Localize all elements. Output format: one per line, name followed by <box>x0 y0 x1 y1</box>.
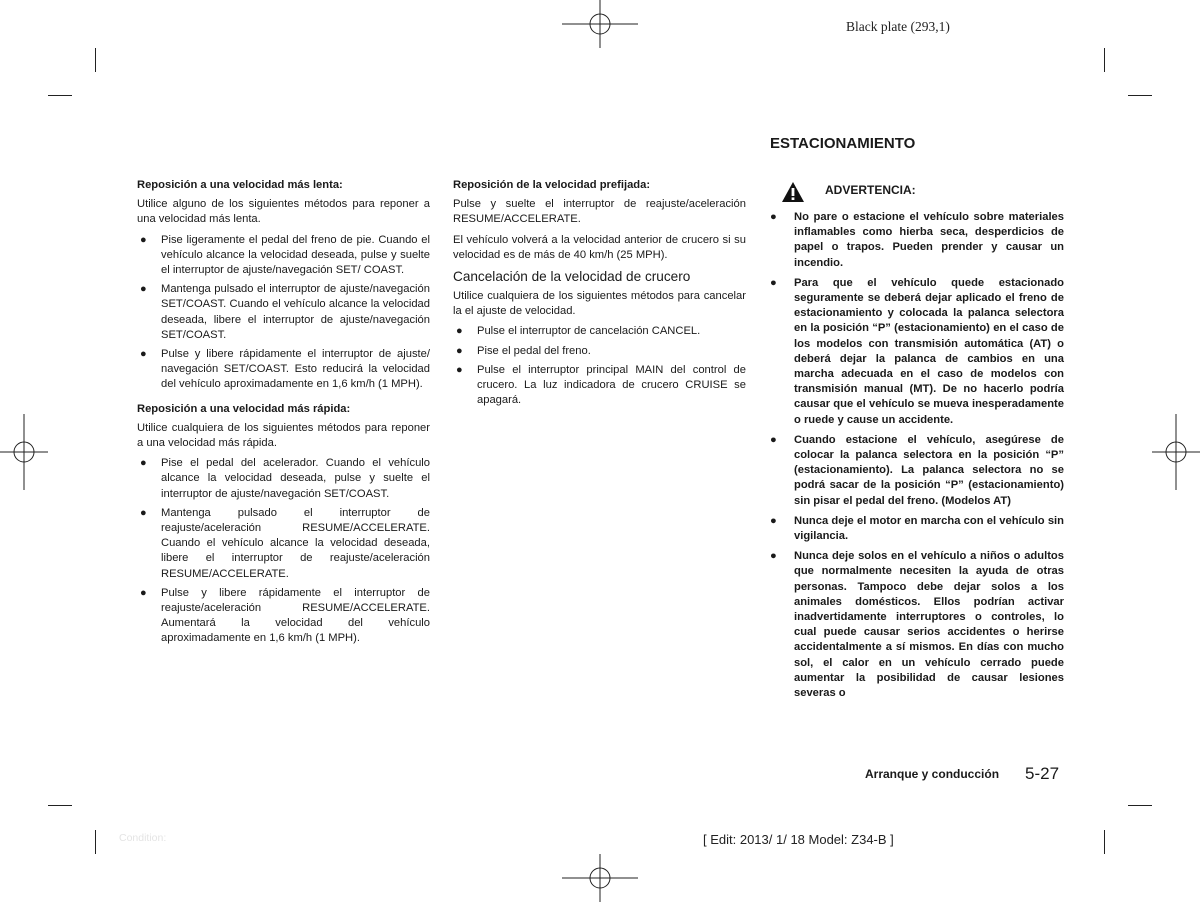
registration-mark-right <box>1152 414 1200 490</box>
bullet-icon: ● <box>140 233 147 246</box>
bullet-icon: ● <box>770 514 777 527</box>
subheading-faster: Reposición a una velocidad más rápida: <box>137 402 351 415</box>
subheading-slower: Reposición a una velocidad más lenta: <box>137 179 343 191</box>
bullet-list <box>453 324 746 408</box>
bullet-icon: ● <box>140 457 147 470</box>
crop-mark <box>1128 805 1152 806</box>
column-2 <box>453 178 746 413</box>
bullet-icon: ● <box>140 506 147 519</box>
list-item: ● Nunca deje el motor en marcha con el vehículo sin vigilancia. <box>770 514 1064 543</box>
column-1 <box>137 178 430 652</box>
list-item: ● Pulse el interruptor de cancelación CANCEL. <box>453 324 746 339</box>
bullet-list <box>137 233 430 393</box>
crop-mark <box>1104 830 1105 854</box>
list-item: ● Pulse el interruptor principal MAIN del control de crucero. La luz indicadora de crucero CRUISE se apagará. <box>456 363 746 407</box>
crop-mark <box>48 805 72 806</box>
edit-info: [ Edit: 2013/ 1/ 18 Model: Z34-B ] <box>703 832 894 847</box>
list-item: ● Pise el pedal del acelerador. Cuando el vehículo alcance la velocidad deseada, pulse y suelte el interruptor de ajuste/navegación SET/COAST. <box>140 457 430 500</box>
section-heading: ESTACIONAMIENTO <box>770 135 916 152</box>
crop-mark <box>1104 48 1105 72</box>
crop-mark <box>1128 95 1152 96</box>
list-item: ● Cuando estacione el vehículo, asegúrese de colocar la palanca selectora en la posición “P” (estacionamiento). La palanca selectora no se podrá sacar de la posición “P” (estacionamiento) sin pisar el pedal del freno. (Modelos AT) <box>770 433 1064 507</box>
warning-triangle-icon <box>781 181 805 203</box>
bullet-icon: ● <box>456 363 463 376</box>
condition-label: Condition: <box>119 832 167 844</box>
bullet-icon: ● <box>140 586 147 599</box>
warning-header <box>766 182 1064 204</box>
paragraph: Pulse y suelte el interruptor de reajuste/aceleración RESUME/ACCELERATE. <box>453 198 746 226</box>
list-item: ● Pulse y libere rápidamente el interruptor de reajuste/aceleración RESUME/ACCELERATE. Aumentará la velocidad del vehículo aproximadamente en 1,6 km/h (1 MPH). <box>140 586 430 645</box>
subheading-preset: Reposición de la velocidad prefijada: <box>453 179 651 191</box>
crop-mark <box>95 48 96 72</box>
registration-mark-left <box>0 414 48 490</box>
paragraph: Utilice cualquiera de los siguientes métodos para reponer a una velocidad más rápida. <box>137 421 430 450</box>
registration-mark-bottom <box>562 854 638 902</box>
list-item: ● Nunca deje solos en el vehículo a niños o adultos que normalmente necesiten la ayuda de otras personas. Tampoco debe dejar solos a los animales domésticos. Ellos podrían activar inadvertidamente interruptores o controles, lo cual puede causar serios accidentes o herirse accidentalmente a sí mismos. En días con mucho sol, el calor en un vehículo cerrado puede aumentar la posibilidad de causar lesiones severas o <box>770 550 1064 700</box>
paragraph: El vehículo volverá a la velocidad anterior de crucero si su velocidad es de más de 40 km/h (25 MPH). <box>453 233 746 261</box>
bullet-icon: ● <box>770 550 777 563</box>
bullet-icon: ● <box>770 276 777 289</box>
crop-mark <box>95 830 96 854</box>
bullet-icon: ● <box>140 348 147 361</box>
list-item: ● Mantenga pulsado el interruptor de reajuste/aceleración RESUME/ACCELERATE. Cuando el vehículo alcance la velocidad deseada, libere el interruptor de reajuste/aceleración RESUME/ACCELERATE. <box>140 506 430 580</box>
bullet-icon: ● <box>770 211 777 223</box>
section-title-cancel: Cancelación de la velocidad de crucero <box>453 269 691 285</box>
crop-mark <box>48 95 72 96</box>
list-item: ● Mantenga pulsado el interruptor de ajuste/navegación SET/COAST. Cuando el vehículo alcance la velocidad deseada, libere el interruptor de ajuste/navegación SET/COAST. <box>140 283 430 341</box>
plate-label: Black plate (293,1) <box>846 19 950 34</box>
list-item: ● Pulse y libere rápidamente el interruptor de ajuste/ navegación SET/COAST. Esto reducirá la velocidad del vehículo aproximadamente en 1,6 km/h (1 MPH). <box>140 348 430 391</box>
list-item: ● Pise el pedal del freno. <box>453 344 746 359</box>
bullet-icon: ● <box>456 344 463 357</box>
warning-list <box>766 210 1064 701</box>
page-number: 5-27 <box>1025 764 1060 783</box>
list-item: ● No pare o estacione el vehículo sobre materiales inflamables como hierba seca, desperdicios de papel o trapos. Pueden prender y causar un incendio. <box>770 211 1064 269</box>
bullet-list <box>137 456 430 646</box>
bullet-icon: ● <box>140 283 147 296</box>
warning-label: ADVERTENCIA: <box>825 183 916 197</box>
column-3 <box>766 134 1064 706</box>
footer-section-name: Arranque y conducción <box>865 767 1000 781</box>
list-item: ● Pise ligeramente el pedal del freno de pie. Cuando el vehículo alcance la velocidad deseada, pulse y suelte el interruptor de ajuste/navegación SET/ COAST. <box>140 233 430 277</box>
bullet-icon: ● <box>456 325 463 338</box>
paragraph: Utilice alguno de los siguientes métodos para reponer a una velocidad más lenta. <box>137 198 430 226</box>
bullet-icon: ● <box>770 433 777 446</box>
registration-mark-top <box>562 0 638 48</box>
list-item: ● Para que el vehículo quede estacionado seguramente se deberá dejar aplicado el freno de estacionamiento y colocada la palanca selectora en la posición “P” (estacionamiento) en el caso de los modelos con transmisión automática (AT) o deberá dejar la palanca de cambios en una marcha adecuada en el caso de modelos con transmisión manual (MT). De no hacerlo podría causar que el vehículo se mueva inesperadamente o ruede y cause un accidente. <box>770 276 1064 426</box>
paragraph: Utilice cualquiera de los siguientes métodos para cancelar la el ajuste de velocidad. <box>453 290 746 318</box>
